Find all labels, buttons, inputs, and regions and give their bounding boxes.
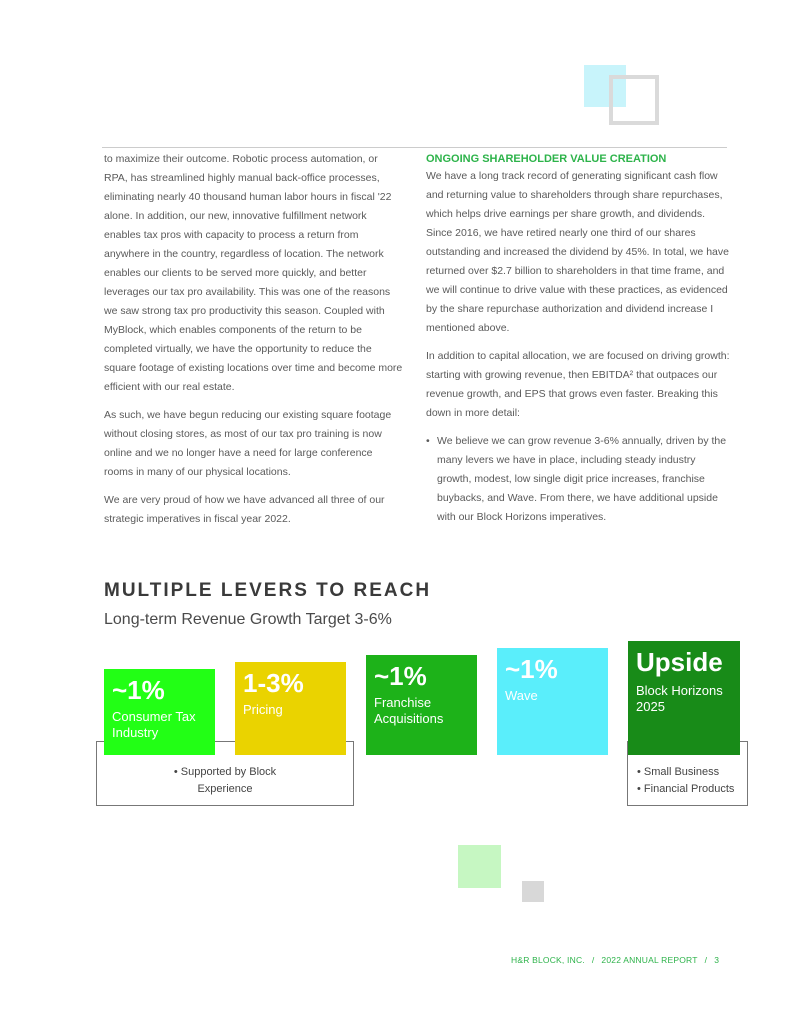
lever-value: Upside bbox=[636, 647, 723, 677]
top-divider bbox=[102, 147, 727, 148]
lever-consumer-tax bbox=[104, 669, 215, 755]
paragraph: We are very proud of how we have advanced all three of our strategic imperatives in fiscal year 2022. bbox=[104, 494, 385, 525]
decorative-gray-outline-square bbox=[609, 75, 659, 125]
lever-label: Block Horizons 2025 bbox=[636, 683, 723, 714]
paragraph: We have a long track record of generating significant cash flow and returning value to shareholders through share repurchases, which helps drive earnings per share growth, and dividends. Since 2016, we have retired nearly one third of our shares outstanding and increased the dividend by 45%. In total, we have returned over $2.7 billion to shareholders in that time frame, and we will continue to drive value with these practices, as evidenced by the share repurchase authorization and dividend increase I mentioned above. bbox=[426, 170, 729, 334]
lever-label: Franchise Acquisitions bbox=[374, 695, 444, 726]
footer-separator: / bbox=[591, 955, 595, 965]
note-item: • Financial Products bbox=[637, 783, 735, 795]
graphic-title: MULTIPLE LEVERS TO REACH bbox=[104, 580, 432, 601]
bullet-item: • We believe we can grow revenue 3-6% annually, driven by the many levers we have in place, including steady industry growth, modest, low single digit price increases, franchise buybacks, and Wave. From there, we have additional upside with our Block Horizons imperatives. bbox=[426, 432, 731, 527]
graphic-subtitle: Long-term Revenue Growth Target 3-6% bbox=[104, 611, 392, 628]
lever-value: ~1% bbox=[505, 654, 558, 684]
decorative-gray-square bbox=[522, 881, 544, 902]
footer-report: 2022 ANNUAL REPORT bbox=[601, 955, 698, 965]
lever-pricing bbox=[235, 662, 346, 755]
lever-value: ~1% bbox=[112, 675, 165, 705]
bullet-list bbox=[426, 432, 731, 527]
lever-franchise-acquisitions bbox=[366, 655, 477, 755]
lever-label: Pricing bbox=[243, 702, 283, 717]
page-number: 3 bbox=[714, 955, 720, 965]
lever-block-horizons bbox=[628, 641, 740, 755]
footer-company: H&R BLOCK, INC. bbox=[511, 955, 585, 965]
paragraph: As such, we have begun reducing our existing square footage without closing stores, as most of our tax pro training is now online and we no longer have a need for large conference rooms in many of our physical locations. bbox=[104, 409, 392, 478]
lever-label: Wave bbox=[505, 688, 538, 703]
paragraph: to maximize their outcome. Robotic process automation, or RPA, has streamlined highly manual back-office processes, eliminating nearly 40 thousand human labor hours in fiscal '22 alone. In addition, our new, innovative fulfillment network enables tax pros with capacity to process a return from anywhere in the country, regardless of location. The network enables our clients to be served more quickly, and better leverages our tax pro availability. This was one of the reasons we saw strong tax pro productivity this season. Coupled with MyBlock, which enables components of the return to be completed virtually, we have the opportunity to reduce the square footage of existing locations over time and become more efficient with our real estate. bbox=[104, 153, 403, 393]
lever-value: 1-3% bbox=[243, 668, 304, 698]
left-text-column bbox=[104, 150, 404, 538]
page-footer bbox=[511, 955, 719, 965]
right-text-column bbox=[426, 152, 731, 527]
note-item: • Small Business bbox=[637, 766, 720, 778]
section-heading: ONGOING SHAREHOLDER VALUE CREATION bbox=[426, 153, 667, 165]
upside-notes bbox=[637, 764, 745, 798]
footer-separator: / bbox=[704, 955, 708, 965]
lever-value: ~1% bbox=[374, 661, 427, 691]
supported-by-note: • Supported by Block Experience bbox=[173, 766, 277, 795]
decorative-green-square bbox=[458, 845, 501, 888]
lever-label: Consumer Tax Industry bbox=[112, 709, 196, 740]
lever-wave bbox=[497, 648, 608, 755]
paragraph: In addition to capital allocation, we are focused on driving growth: starting with growing revenue, then EBITDA² that outpaces our revenue growth, and EPS that grows even faster. Breaking this down in more detail: bbox=[426, 350, 730, 419]
